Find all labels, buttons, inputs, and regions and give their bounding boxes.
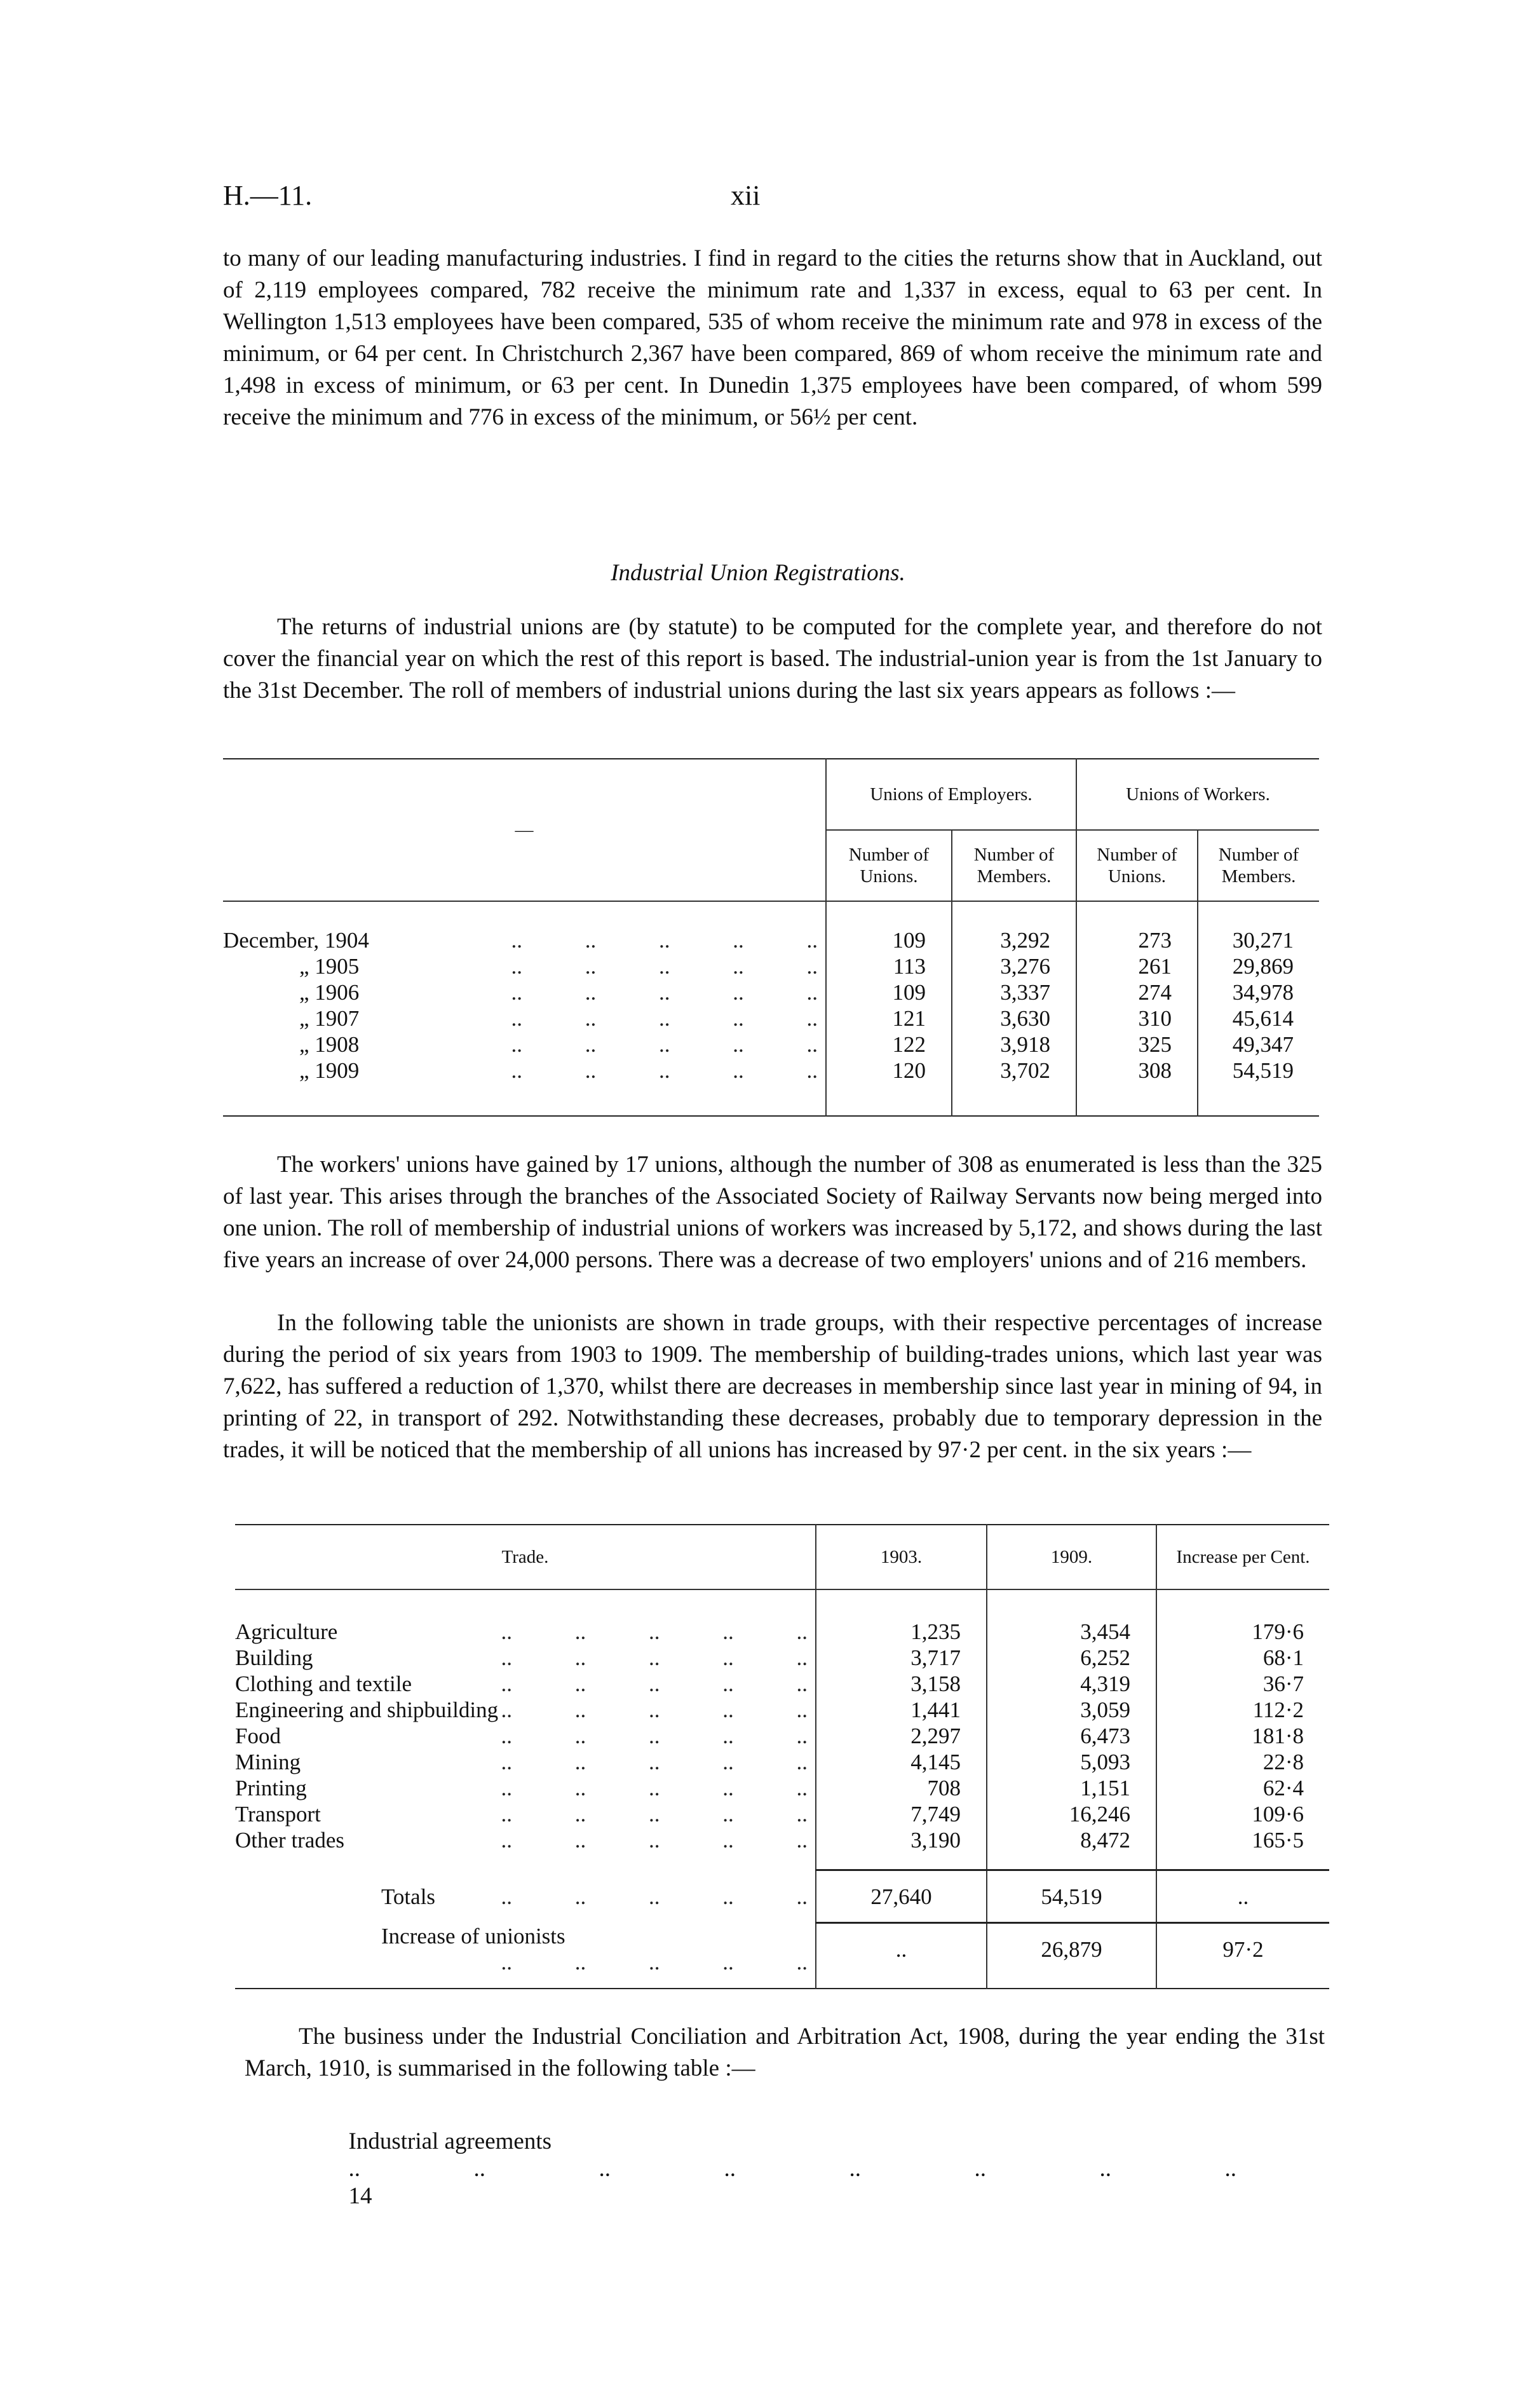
paragraph-workers-unions [223, 1149, 1322, 1276]
spacer-cell [1156, 1853, 1329, 1870]
leader-dots: .. .. .. .. .. [501, 1697, 808, 1722]
trade-cell [235, 1827, 816, 1853]
increase-row [235, 1923, 1329, 1975]
table-row [223, 1031, 1319, 1058]
trade-cell [235, 1671, 816, 1697]
union-registrations-table [223, 758, 1319, 1117]
cell-emp-members: 3,630 [952, 1005, 1076, 1031]
cell-emp-unions: 122 [826, 1031, 952, 1058]
leader-dots: .. .. .. .. .. [511, 1006, 818, 1031]
paragraph-union-returns [223, 611, 1322, 707]
spacer-row [223, 1084, 1319, 1116]
cell-y1909: 16,246 [987, 1801, 1156, 1827]
stub-header: — [223, 759, 826, 901]
table-row [235, 1827, 1329, 1853]
row-label: „ 1906 [299, 980, 360, 1005]
cell-y1903: 3,717 [816, 1645, 987, 1671]
row-label: December, 1904 [223, 928, 369, 953]
row-label: Mining [235, 1750, 301, 1774]
row-label-cell [223, 953, 826, 979]
cell-y1903: 2,297 [816, 1723, 987, 1749]
cell-y1909: 8,472 [987, 1827, 1156, 1853]
spacer-cell [1076, 901, 1198, 927]
cell-y1903: .. [816, 1923, 987, 1975]
table-row [235, 1801, 1329, 1827]
spacer-cell [952, 1084, 1076, 1116]
table-row [223, 1005, 1319, 1031]
col-header-employer-unions: Number of Unions. [826, 830, 952, 901]
row-label-cell [223, 927, 826, 953]
table-row [235, 1619, 1329, 1645]
cell-wrk-members: 29,869 [1198, 953, 1319, 979]
cell-y1903: 1,441 [816, 1697, 987, 1723]
cell-wrk-unions: 310 [1076, 1005, 1198, 1031]
row-label: „ 1907 [299, 1006, 360, 1031]
trade-cell [235, 1697, 816, 1723]
spacer-cell [987, 1589, 1156, 1619]
leader-dots: .. .. .. .. .. [501, 1828, 808, 1853]
summary-value: 14 [348, 2183, 372, 2209]
row-label-cell [223, 1031, 826, 1058]
cell-wrk-unions: 274 [1076, 979, 1198, 1005]
row-label: Transport [235, 1802, 321, 1826]
cell-y1903: 3,158 [816, 1671, 987, 1697]
cell-y1909: 5,093 [987, 1749, 1156, 1775]
leader-dots: .. .. .. .. .. [501, 1645, 808, 1670]
cell-emp-members: 3,292 [952, 927, 1076, 953]
cell-pct: 97·2 [1156, 1923, 1329, 1975]
cell-emp-unions: 109 [826, 979, 952, 1005]
cell-emp-members: 3,918 [952, 1031, 1076, 1058]
paragraph-text: The business under the Industrial Conciliation and Arbitration Act, 1908, during the year ending the 31st March, 1910, is summarised in the following table :— [245, 2024, 1325, 2081]
col-header-increase: Increase per Cent. [1156, 1525, 1329, 1589]
row-label: Totals [381, 1884, 436, 1909]
cell-pct: 68·1 [1156, 1645, 1329, 1671]
row-label: Food [235, 1724, 281, 1748]
spacer-row [235, 1975, 1329, 1989]
page-number: xii [731, 180, 761, 211]
trade-cell [235, 1645, 816, 1671]
cell-y1903: 3,190 [816, 1827, 987, 1853]
paragraph-text: The workers' unions have gained by 17 unions, although the number of 308 as enumerated is less than the 325 of last year. This arises through the branches of the Associated Society of Railway Servants now being merged into one union. The roll of membership of industrial unions of workers was increased by 5,172, and shows during the last five years an increase of over 24,000 persons. There was a decrease of two employers' unions and of 216 members. [223, 1152, 1322, 1273]
cell-pct: 179·6 [1156, 1619, 1329, 1645]
leader-dots: .. .. .. .. .. [501, 1724, 808, 1748]
cell-pct: 181·8 [1156, 1723, 1329, 1749]
row-label: Increase of unionists [381, 1923, 565, 1949]
table-row [235, 1723, 1329, 1749]
summary-row [337, 2100, 1236, 2210]
cell-emp-unions: 113 [826, 953, 952, 979]
spacer-cell [826, 901, 952, 927]
cell-pct: 109·6 [1156, 1801, 1329, 1827]
table-row [223, 1058, 1319, 1084]
leader-dots: .. .. .. .. .. [501, 1802, 808, 1826]
paragraph-arbitration-act [245, 2021, 1325, 2085]
leader-dots: .. .. .. .. .. [511, 1032, 818, 1057]
cell-wrk-unions: 325 [1076, 1031, 1198, 1058]
spacer-cell [816, 1853, 987, 1870]
spacer-cell [1156, 1975, 1329, 1989]
spacer-cell [1198, 901, 1319, 927]
cell-emp-members: 3,702 [952, 1058, 1076, 1084]
paragraph-text: The returns of industrial unions are (by statute) to be computed for the complete year, and therefore do not cover the financial year on which the rest of this report is based. The industrial-union year is from the 1st January to the 31st December. The roll of members of industrial unions during the last six years appears as follows :— [223, 614, 1322, 704]
group-header-employers: Unions of Employers. [826, 759, 1076, 830]
cell-y1903: 708 [816, 1775, 987, 1801]
col-header-worker-unions: Number of Unions. [1076, 830, 1198, 901]
row-label: „ 1908 [299, 1032, 360, 1057]
leader-dots: .. .. .. .. .. [501, 1949, 808, 1975]
cell-y1903: 4,145 [816, 1749, 987, 1775]
leader-dots: .. .. .. .. .. [511, 980, 818, 1005]
table-row [235, 1775, 1329, 1801]
cell-pct: .. [1156, 1870, 1329, 1923]
paragraph-text: to many of our leading manufacturing industries. I find in regard to the cities the returns show that in Auckland, out of 2,119 employees compared, 782 receive the minimum rate and 1,337 in excess, equal to 63 per cent. In Wellington 1,513 employees have been compared, 535 of whom receive the minimum rate and 978 in excess of the minimum, or 64 per cent. In Christchurch 2,367 have been compared, 869 of whom receive the minimum rate and 1,498 in excess of minimum, or 63 per cent. In Dunedin 1,375 employees have been compared, of whom 599 receive the minimum and 776 in excess of the minimum, or 56½ per cent. [223, 245, 1322, 430]
totals-row [235, 1870, 1329, 1923]
trade-cell [235, 1775, 816, 1801]
spacer-cell [826, 1084, 952, 1116]
cell-wrk-unions: 308 [1076, 1058, 1198, 1084]
trade-cell [235, 1723, 816, 1749]
spacer-cell [223, 901, 826, 927]
cell-y1909: 3,059 [987, 1697, 1156, 1723]
spacer-row [223, 901, 1319, 927]
trade-cell [235, 1749, 816, 1775]
cell-pct: 22·8 [1156, 1749, 1329, 1775]
cell-emp-unions: 109 [826, 927, 952, 953]
spacer-cell [1076, 1084, 1198, 1116]
leader-dots: .. .. .. .. .. [501, 1884, 808, 1909]
spacer-cell [816, 1589, 987, 1619]
spacer-cell [952, 901, 1076, 927]
trade-cell [235, 1801, 816, 1827]
row-label: Other trades [235, 1828, 345, 1853]
cell-y1909: 54,519 [987, 1870, 1156, 1923]
cell-y1909: 1,151 [987, 1775, 1156, 1801]
table-row [235, 1749, 1329, 1775]
spacer-cell [223, 1084, 826, 1116]
leader-dots: .. .. .. .. .. [501, 1671, 808, 1696]
spacer-cell [1198, 1084, 1319, 1116]
cell-pct: 36·7 [1156, 1671, 1329, 1697]
cell-pct: 165·5 [1156, 1827, 1329, 1853]
col-header-1903: 1903. [816, 1525, 987, 1589]
leader-dots: .. .. .. .. .. [501, 1776, 808, 1800]
trade-cell [235, 1619, 816, 1645]
report-reference: H.—11. [223, 180, 313, 211]
row-label-cell [223, 979, 826, 1005]
cell-wrk-unions: 261 [1076, 953, 1198, 979]
spacer-cell [235, 1853, 816, 1870]
col-header-trade: Trade. [235, 1525, 816, 1589]
cell-y1903: 27,640 [816, 1870, 987, 1923]
cell-wrk-members: 49,347 [1198, 1031, 1319, 1058]
col-header-worker-members: Number of Members. [1198, 830, 1319, 901]
spacer-cell [816, 1975, 987, 1989]
paragraph-wage-returns [223, 243, 1322, 433]
row-label-cell [223, 1058, 826, 1084]
spacer-cell [235, 1975, 816, 1989]
spacer-cell [987, 1853, 1156, 1870]
cell-y1909: 3,454 [987, 1619, 1156, 1645]
table-row [223, 953, 1319, 979]
table-row [235, 1671, 1329, 1697]
spacer-cell [1156, 1589, 1329, 1619]
label-cell [235, 1870, 816, 1923]
table-row [223, 979, 1319, 1005]
summary-label: Industrial agreements [348, 2128, 552, 2154]
row-label: Printing [235, 1776, 307, 1800]
cell-wrk-members: 34,978 [1198, 979, 1319, 1005]
paragraph-text: In the following table the unionists are shown in trade groups, with their respective percentages of increase during the period of six years from 1903 to 1909. The membership of building-trades unions, which last year was 7,622, has suffered a reduction of 1,370, whilst there are decreases in membership since last year in mining of 94, in printing of 22, in transport of 292. Notwithstanding these decreases, probably due to temporary depression in the trades, it will be noticed that the membership of all unions has increased by 97·2 per cent. in the six years :— [223, 1310, 1322, 1463]
row-label: Building [235, 1645, 313, 1670]
cell-emp-unions: 121 [826, 1005, 952, 1031]
cell-y1909: 4,319 [987, 1671, 1156, 1697]
row-label: „ 1905 [299, 954, 360, 979]
cell-wrk-members: 45,614 [1198, 1005, 1319, 1031]
cell-pct: 62·4 [1156, 1775, 1329, 1801]
trade-groups-table [235, 1524, 1329, 1989]
row-label-cell [223, 1005, 826, 1031]
cell-emp-unions: 120 [826, 1058, 952, 1084]
table-row [235, 1645, 1329, 1671]
leader-dots: .. .. .. .. .. [511, 1058, 818, 1083]
row-label: Agriculture [235, 1619, 338, 1644]
leader-dots: .. .. .. .. .. [511, 928, 818, 953]
cell-y1903: 1,235 [816, 1619, 987, 1645]
table-row [235, 1697, 1329, 1723]
row-label: „ 1909 [299, 1058, 360, 1083]
cell-wrk-members: 30,271 [1198, 927, 1319, 953]
leader-dots: .. .. .. .. .. [501, 1619, 808, 1644]
cell-y1909: 6,473 [987, 1723, 1156, 1749]
col-header-employer-members: Number of Members. [952, 830, 1076, 901]
spacer-cell [987, 1975, 1156, 1989]
cell-wrk-members: 54,519 [1198, 1058, 1319, 1084]
col-header-1909: 1909. [987, 1525, 1156, 1589]
cell-y1909: 6,252 [987, 1645, 1156, 1671]
spacer-cell [235, 1589, 816, 1619]
leader-dots: .. .. .. .. .. [511, 954, 818, 979]
cell-emp-members: 3,337 [952, 979, 1076, 1005]
cell-y1903: 7,749 [816, 1801, 987, 1827]
table-row [223, 927, 1319, 953]
row-label: Clothing and textile [235, 1671, 412, 1696]
spacer-row [235, 1589, 1329, 1619]
group-header-workers: Unions of Workers. [1076, 759, 1319, 830]
spacer-row [235, 1853, 1329, 1870]
cell-emp-members: 3,276 [952, 953, 1076, 979]
cell-y1909: 26,879 [987, 1923, 1156, 1975]
label-cell [235, 1923, 816, 1975]
section-title: Industrial Union Registrations. [611, 560, 905, 586]
leader-dots: .. .. .. .. .. [501, 1750, 808, 1774]
leader-dots: .. .. .. .. .. .. .. .. [348, 2156, 1236, 2182]
cell-pct: 112·2 [1156, 1697, 1329, 1723]
row-label: Engineering and shipbuilding [235, 1697, 499, 1722]
paragraph-trade-groups [223, 1307, 1322, 1466]
cell-wrk-unions: 273 [1076, 927, 1198, 953]
